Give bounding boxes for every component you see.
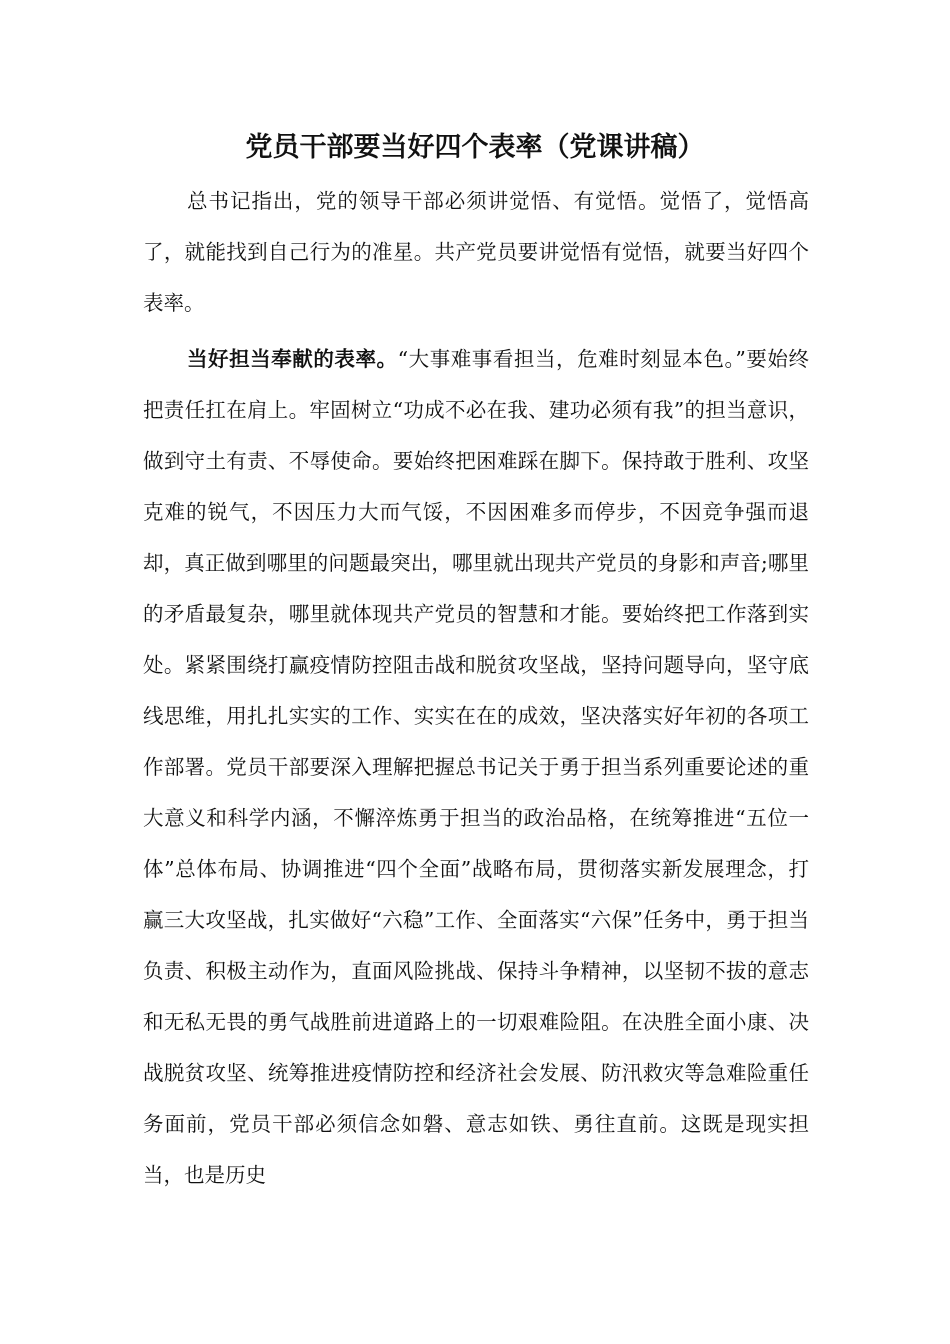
paragraph-text: “大事难事看担当，危难时刻显本色。”要始终把责任扛在肩上。牢固树立“功成不必在我、建功必须有我”的担当意识，做到守土有责、不辱使命。要始终把困难踩在脚下。保持敢于胜利、攻坚克难的锐气，不因压力大而气馁，不因困难多而停步，不因竞争强而退却，真正做到哪里的问题最突出，哪里就出现共产党员的身影和声音;哪里的矛盾最复杂，哪里就体现共产党员的智慧和才能。要始终把工作落到实处。紧紧围绕打赢疫情防控阻击战和脱贫攻坚战，坚持问题导向，坚守底线思维，用扎扎实实的工作、实实在在的成效，坚决落实好年初的各项工作部署。党员干部要深入理解把握总书记关于勇于担当系列重要论述的重大意义和科学内涵，不懈淬炼勇于担当的政治品格，在统筹推进“五位一体”总体布局、协调推进“四个全面”战略布局，贯彻落实新发展理念，打赢三大攻坚战，扎实做好“六稳”工作、全面落实“六保”任务中，勇于担当负责、积极主动作为，直面风险挑战、保持斗争精神，以坚韧不拔的意志和无私无畏的勇气战胜前进道路上的一切艰难险阻。在决胜全面小康、决战脱贫攻坚、统筹推进疫情防控和经济社会发展、防汛救灾等急难险重任务面前，党员干部必须信念如磐、意志如铁、勇往直前。这既是现实担当，也是历史 [143,347,809,1187]
paragraph-lead: 当好担当奉献的表率。 [187,347,398,371]
paragraph-responsibility [143,334,809,1201]
document-title: 党员干部要当好四个表率（党课讲稿） [245,132,705,163]
paragraph-text: 总书记指出，党的领导干部必须讲觉悟、有觉悟。觉悟了，觉悟高了，就能找到自己行为的准星。共产党员要讲觉悟有觉悟，就要当好四个表率。 [143,189,809,315]
document-body [143,176,809,1201]
paragraph-intro [143,176,809,329]
